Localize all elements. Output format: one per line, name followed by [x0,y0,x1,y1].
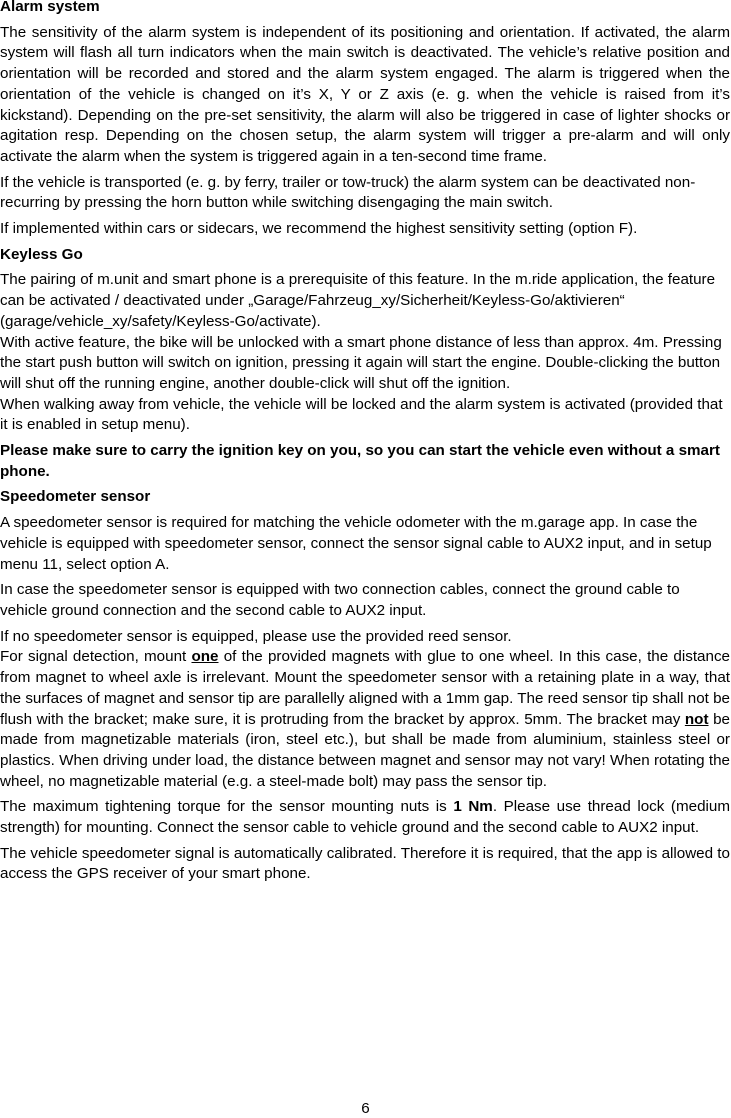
speedometer-p4-text-b: of the provided magnets with glue to one wheel. In this case, the distance from magnet to wheel axle is irrelevant. Mount the speedometer sensor with a retaining plate in a way, that the surfaces of magnet and sensor tip are parallelly aligned with a 1mm gap. The reed sensor tip shall not be flush with the bracket; make sure, it is protruding from the bracket by approx. 5mm. The bracket may [0,648,730,728]
alarm-system-paragraph-2: If the vehicle is transported (e. g. by ferry, trailer or tow-truck) the alarm system can be deactivated non-recurring by pressing the horn button while switching disengaging the main switch. [0,173,696,212]
speedometer-p4-text-c: be made from magnetizable materials (iron, steel etc.), but shall be made from aluminium, stainless steel or plastics. When driving under load, the distance between magnet and sensor may not vary! When rotating the wheel, no magnetizable material (e.g. a steel-made bolt) may pass the sensor tip. [0,710,730,790]
keyless-go-warning: Please make sure to carry the ignition key on you, so you can start the vehicle even without a smart phone. [0,442,720,480]
speedometer-paragraph-4 [0,647,730,792]
speedometer-paragraph-3: If no speedometer sensor is equipped, please use the provided reed sensor. [0,627,512,645]
keyless-go-paragraph-1: The pairing of m.unit and smart phone is a prerequisite of this feature. In the m.ride application, the feature can be activated / deactivated under „Garage/Fahrzeug_xy/Sicherheit/Keyless-Go/aktivieren“ (garage/vehicle_xy/safety/Keyless-Go/activate). [0,271,716,330]
keyless-go-paragraph-2: With active feature, the bike will be unlocked with a smart phone distance of less than approx. 4m. Pressing the start push button will switch on ignition, pressing it again will start the engine. Double-clicking the button will shut off the running engine, another double-click will shut off the ignition. [0,333,722,392]
speedometer-p5-text-b: . Please use thread lock (medium strength) for mounting. Connect the sensor cable to vehicle ground and the second cable to AUX2 input. [0,798,731,837]
keyless-go-paragraph-3: When walking away from vehicle, the vehicle will be locked and the alarm system is activated (provided that it is enabled in setup menu). [0,395,723,434]
page-number: 6 [361,1100,370,1117]
speedometer-p5-text-a: The maximum tightening torque for the sensor mounting nuts is [0,798,454,816]
speedometer-paragraph-5 [0,797,730,838]
speedometer-sensor-heading: Speedometer sensor [0,488,151,506]
speedometer-p4-text-a: For signal detection, mount [0,648,192,666]
torque-value: 1 Nm [453,798,493,816]
alarm-system-paragraph-3: If implemented within cars or sidecars, we recommend the highest sensitivity setting (option F). [0,220,638,238]
speedometer-paragraph-6: The vehicle speedometer signal is automatically calibrated. Therefore it is required, that the app is allowed to access the GPS receiver of your smart phone. [0,844,730,883]
alarm-system-paragraph-1: The sensitivity of the alarm system is independent of its positioning and orientation. If activated, the alarm system will flash all turn indicators when the main switch is deactivated. The vehicle’s relative position and orientation will be recorded and stored and the alarm system engaged. The alarm is triggered when the orientation of the vehicle is changed on it’s X, Y or Z axis (e. g. when the vehicle is raised from it’s kickstand). Depending on the pre-set sensitivity, the alarm will also be triggered in case of lighter shocks or agitation resp. Depending on the chosen setup, the alarm system will trigger a pre-alarm and will only activate the alarm when the system is triggered again in a ten-second time frame. [0,23,730,165]
alarm-system-heading: Alarm system [0,0,100,15]
alarm-system-section [0,0,730,240]
speedometer-paragraph-2: In case the speedometer sensor is equipped with two connection cables, connect the ground cable to vehicle ground connection and the second cable to AUX2 input. [0,581,680,619]
speedometer-sensor-section [0,487,730,885]
keyless-go-section [0,245,730,483]
keyless-go-heading: Keyless Go [0,245,83,263]
speedometer-paragraph-1: A speedometer sensor is required for matching the vehicle odometer with the m.garage app. In case the vehicle is equipped with speedometer sensor, connect the sensor signal cable to AUX2 input, and in setup menu 11, select option A. [0,514,712,573]
emphasis-one: one [191,648,219,666]
emphasis-not: not [684,710,709,728]
